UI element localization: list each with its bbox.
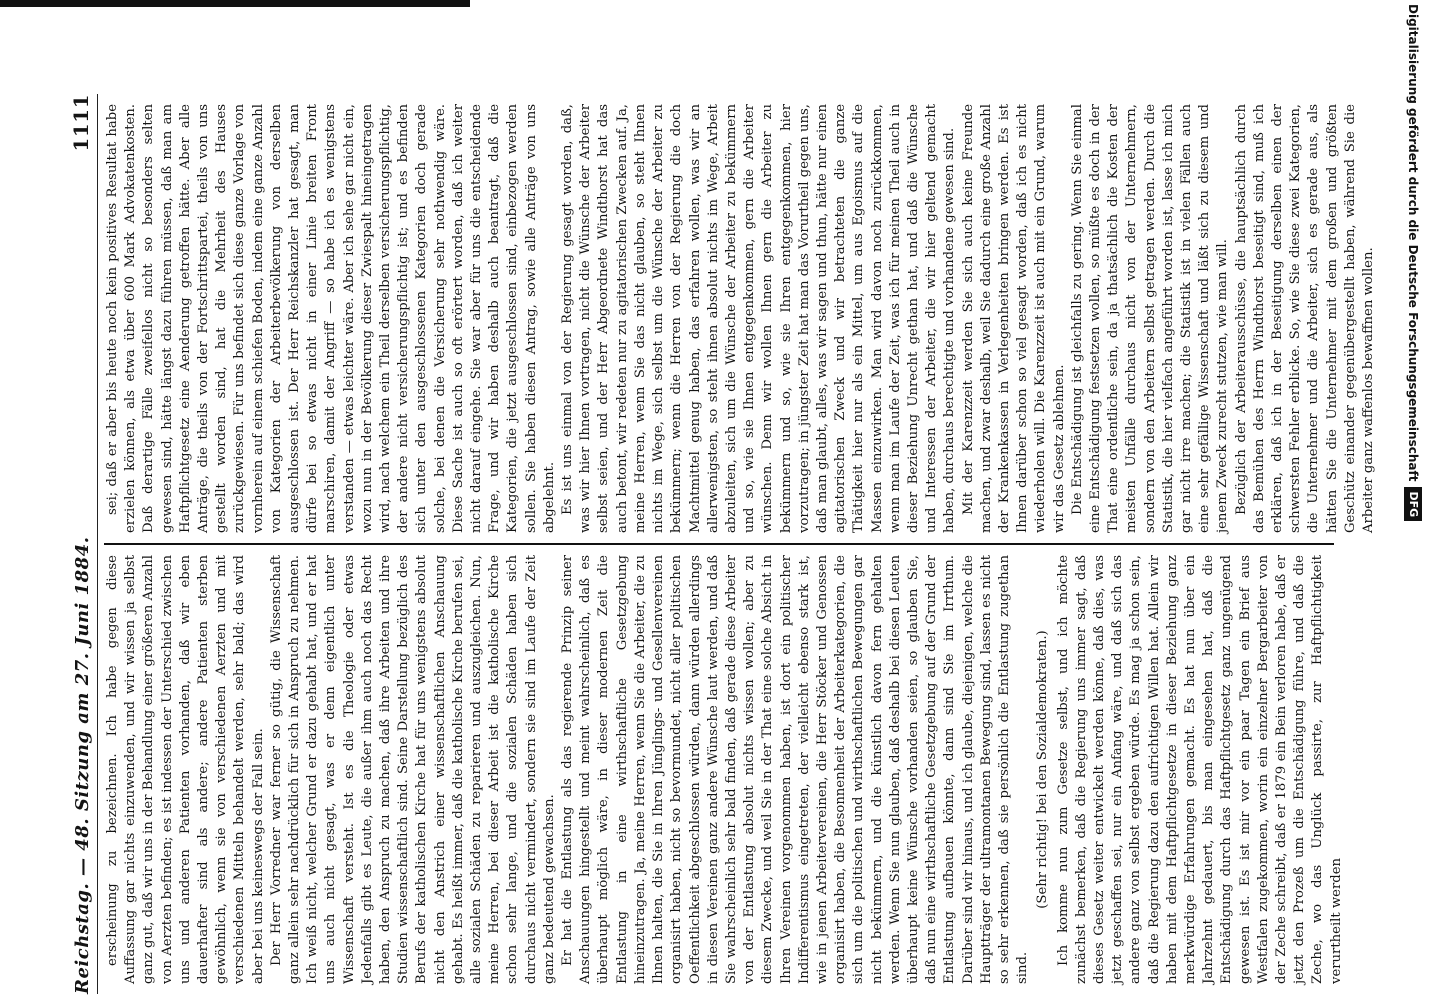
paragraph: Die Entschädigung ist gleichfalls zu gering. Wenn Sie einmal eine Entschädigung festsetzen wollen, so müßte es doch in der That eine ordentliche sein, da ja thatsächlich die Kosten der meisten Unfälle durchaus nicht von der Unternehmern, sondern von den Arbeitern selbst getragen werden. Durch die Statistik, die hier vielfach angeführt worden ist, lasse ich mich gar nicht irre machen; die Statistik ist in vielen Fällen auch eine sehr gefällige Wissenschaft und läßt sich zu diesem und jenem Zweck zurecht stutzen, wie man will. [1069, 104, 1231, 533]
paragraph: Der Herr Vorredner war ferner so gütig, die Wissenschaft ganz allein sehr nachdrücklich für sich in Anspruch zu nehmen. Ich weiß nicht, welcher Grund er dazu gehabt hat, und er hat uns auch nicht gesagt, was er denn eigentlich unter Wissenschaft versteht. Ist es die Theologie oder etwas Jedenfalls gibt es Leute, die außer ihm auch noch das Recht haben, den Anspruch zu machen, daß ihre Arbeiten und ihre Studien wissenschaftlich sind. Seine Darstellung bezüglich des Berufs der katholischen Kirche hat für uns wenigstens absolut nicht den Anstrich einer wissenschaftlichen Anschauung gehabt. Es heißt immer, daß die katholische Kirche berufen sei, alle sozialen Schäden zu reparieren und auszugleichen. Nun, meine Herren, bei dieser Arbeit ist die katholische Kirche schon sehr lange, und die sozialen Schäden haben sich durchaus nicht vermindert, sondern sie sind im Laufe der Zeit ganz bedeutend gewachsen. [268, 555, 557, 984]
digitization-credit [1398, 4, 1428, 994]
paragraph: Er hat die Entlastung als das regierende Prinzip seiner Anschauungen hingestellt und meint wahrscheinlich, daß es überhaupt möglich wäre, in dieser modernen Zeit die Entlastung in eine wirthschaftliche Gesetzgebung hineinzutragen. Ja, meine Herren, wenn Sie die Arbeiter, die zu Ihnen halten, die Sie in Ihren Jünglings- und Gesellenvereinen organisirt haben, nicht so bevormundet, nicht aller politischen Oeffentlichkeit abgeschlossen würden, dann würden allerdings in diesen Vereinen ganz andere Wünsche laut werden, und daß Sie wahrscheinlich sehr bald finden, daß gerade diese Arbeiter von der Entlastung absolut nichts wissen wollen; aber zu diesem Zwecke, und weil Sie in der That eine solche Absicht in Ihren Vereinen vorgenommen haben, ist dort ein politischer Indifferentismus eingetreten, der vielleicht ebenso stark ist, wie in jenen Arbeitervereinen, die Herr Stöcker und Genossen organisirt haben, die Besonnenheit der Arbeiterkategorien, die sich um die politischen und wirthschaftlichen Bewegungen gar nicht bekümmern, und die künstlich davon fern gehalten werden. Wenn Sie nun glauben, daß deshalb bei diesen Leuten überhaupt keine Wünsche vorhanden seien, so glauben Sie, daß nun eine wirthschaftliche Gesetzgebung auf der Grund der Entlastung aufbauen könnte, dann sind Sie im Irrthum. Darüber sind wir hinaus, und ich glaube, diejenigen, welche die Hauptträger der ultramontanen Bewegung sind, lassen es nicht so sehr erkennen, daß sie persönlich die Entlastung zugethan sind. [560, 555, 1031, 984]
paragraph: Es ist uns einmal von der Regierung gesagt worden, daß, was wir hier Ihnen vortragen, nicht die Wünsche der Arbeiter selbst seien, und der Herr Abgeordnete Windthorst hat das auch betont, wir redeten nur zu agitatorischen Zwecken auf. Ja, meine Herren, wenn Sie das nicht glauben, so steht Ihnen nichts im Wege, sich selbst um die Wünsche der Arbeiter zu bekümmern; wenn die Herren von der Regierung die doch Machtmittel genug haben, das erfahren wollen, was wir an allerwenigsten, so steht ihnen absolut nichts im Wege, Arbeit abzuleiten, sich um die Wünsche der Arbeiter zu bekümmern und so, wie sie Ihnen entgegenkommen, gern die Arbeiter wünschen. Denn wir wollen Ihnen gern die Arbeiter zu bekümmern und so, wie sie Ihren entgegenkommen, hier vorzutragen; in jüngster Zeit hat man das Vorurtheil gegen uns, daß man glaubt, alles, was wir sagen und thun, hätte nur einen agitatorischen Zweck und wir betrachteten die ganze Thätigkeit hier nur als ein Mittel, um aus Egoismus auf die Massen einzuwirken. Man wird davon noch zurückkommen, wenn man im Laufe der Zeit, was ich für meinen Theil auch in dieser Beziehung Unrecht gethan hat, und daß die Wünsche und Interessen der Arbeiter, die wir hier geltend gemacht haben, durchaus berechtigte und vorhandene gewesen sind. [560, 104, 958, 533]
credit-text: Digitalisierung gefördert durch die Deutsche Forschungsgemeinschaft [1406, 4, 1420, 482]
paragraph: Ich komme nun zum Gesetze selbst, und ich möchte zunächst bemerken, daß die Regierung uns immer sagt, daß dieses Gesetz weiter entwickelt werden könne, daß dies, was jetzt geschaffen sei, nur ein Anfang wäre, und daß sich das andere ganz von selbst ergeben würde. Es mag ja schon sein, daß die Regierung dazu den aufrichtigen Willen hat. Allein wir haben mit dem Haftpflichtgesetze in dieser Beziehung ganz merkwürdige Erfahrungen gemacht. Es hat nun über ein Jahrzehnt gedauert, bis man eingesehen hat, daß die Entschädigung durch das Haftpflichtgesetz ganz ungenügend gewesen ist. Es ist mir vor ein paar Tagen ein Brief aus Westfalen zugekommen, worin ein einzelner Bergarbeiter von der Zeche schreibt, daß er 1879 ein Bein verloren habe, daß er jetzt den Prozeß um die Entschädigung führe, und daß die Zeche, wo das Unglück passirte, zur Haftpflichtigkeit verurtheilt werden [1055, 555, 1344, 984]
paragraph: Mit der Karenzzeit werden Sie sich auch keine Freunde machen, und zwar deshalb, weil Sie dadurch eine große Anzahl der Krankenkassen in Verlegenheiten bringen werden. Es ist Ihnen darüber schon so viel gesagt worden, daß ich es nicht wiederholen will. Die Karenzzeit ist auch mit ein Grund, warum wir das Gesetz ablehnen. [960, 104, 1067, 533]
running-head: Reichstag. — 48. Sitzung am 27. Juni 1884. [72, 536, 93, 994]
paragraph: sei; daß er aber bis heute noch kein positives Resultat habe erzielen können, als etwa über 600 Mark Advokatenkosten. Daß derartige Fälle zweifellos nicht so besonders selten gewesen sind, hätte längst dazu führen müssen, daß man am Haftpflichtgesetz eine Aenderung getroffen hätte. Aber alle Anträge, die theils von der Fortschrittspartei, theils von uns gestellt worden sind, hat die Mehrheit des Hauses zurückgewiesen. Für uns befindet sich diese ganze Vorlage von vornherein auf einem schiefen Boden, indem eine ganze Anzahl von Kategorien der Arbeiterbevölkerung von derselben ausgeschlossen ist. Der Herr Reichskanzler hat gesagt, man dürfe bei so etwas nicht in einer Linie breiten Front marschiren, damit der Angriff — so habe ich es wenigstens verstanden — etwas leichter wäre. Aber ich sehe gar nicht ein, wozu nun in der Bevölkerung dieser Zwiespalt hineingetragen wird, nach welchem ein Theil derselben versicherungspflichtig, der andere nicht versicherungspflichtig ist; und es befinden sich unter den ausgeschlossenen Kategorien doch gerade solche, bei denen die Versicherung sehr nothwendig wäre. Diese Sache ist auch so oft erörtert worden, daß ich weiter nicht darauf eingehe. Sie war aber für uns die entscheidende Frage, und wir haben deshalb auch beantragt, daß die Kategorien, die jetzt ausgeschlossen sind, einbezogen werden sollen. Sie haben diesen Antrag, sowie alle Anträge von uns abgelehnt. [105, 104, 557, 533]
paragraph: Bezüglich der Arbeiterausschüsse, die hauptsächlich durch das Bemühen des Herrn Windthorst beseitigt sind, muß ich erklären, daß ich in der Beseitigung derselben einen der schwersten Fehler erblicke. So, wie Sie diese zwei Kategorien, die Unternehmer und die Arbeiter, sich es gerade aus, als hätten Sie die Unternehmer mit dem großen und größten Geschütz einander gegenübergestellt haben, während Sie die Arbeiter ganz waffenlos bewaffnen wollen. [1233, 104, 1377, 533]
column-right [104, 94, 1377, 543]
text-columns [104, 94, 1377, 994]
paragraph: erscheinung zu bezeichnen. Ich habe gegen diese Auffassung gar nichts einzuwenden, und wir wissen ja selbst ganz gut, daß wir uns in der Behandlung einer größeren Anzahl von Aerzten befinden; es ist indessen der Unterschied zwischen uns und anderen Patienten vorhanden, daß wir eben dauerhafter sind als andere; andere Patienten sterben gewöhnlich, wenn sie von verschiedenen Aerzten und mit verschiedenen Mitteln behandelt werden, sehr bald; das wird aber bei uns keineswegs der Fall sein. [105, 555, 266, 984]
top-edge-bar [0, 0, 470, 7]
newspaper-page [58, 94, 1377, 994]
page-number: 1111 [69, 94, 93, 152]
page-header [58, 94, 98, 994]
interjection: (Sehr richtig! bei den Sozialdemokraten.) [1035, 630, 1051, 909]
dfg-logo: DFG [1404, 487, 1422, 521]
column-left [104, 543, 1344, 994]
